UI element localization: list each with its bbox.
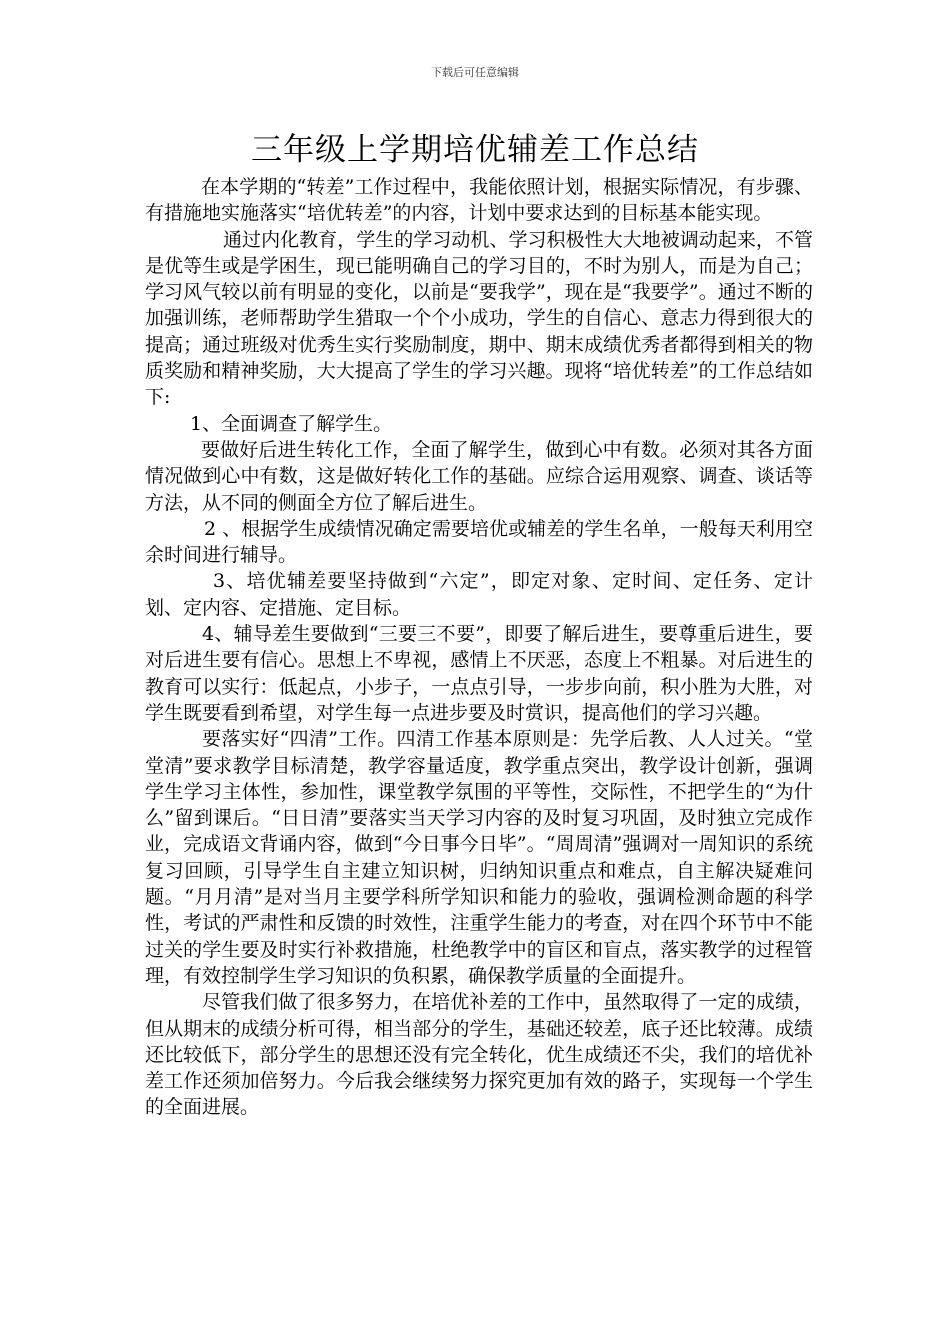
- paragraph-item-1-body: 要做好后进生转化工作，全面了解学生，做到心中有数。必须对其各方面情况做到心中有数，这是做好转化工作的基础。应综合运用观察、调查、谈话等方法，从不同的侧面全方位了解后进生。: [145, 438, 813, 514]
- paragraph-four-clear: 要落实好“四清”工作。四清工作基本原则是：先学后教、人人过关。“堂堂清”要求教学目标清楚，教学容量适度，教学重点突出，教学设计创新，强调学生学习主体性，参加性，课堂教学氛围的平等性，交际性，不把学生的“为什么”留到课后。“日日清”要落实当天学习内容的及时复习巩固，及时独立完成作业，完成语文背诵内容，做到“今日事今日毕”。“周周清”强调对一周知识的系统复习回顾，引导学生自主建立知识树，归纳知识重点和难点，自主解决疑难问题。“月月清”是对当月主要学科所学知识和能力的验收，强调检测命题的科学性，考试的严肃性和反馈的时效性，注重学生能力的考查，对在四个环节中不能过关的学生要及时实行补救措施，杜绝教学中的盲区和盲点，落实教学的过程管理，有效控制学生学习知识的负积累，确保教学质量的全面提升。: [145, 728, 813, 987]
- paragraph-item-3: 3、培优辅差要坚持做到“六定”，即定对象、定时间、定任务、定计划、定内容、定措施、定目标。: [145, 570, 813, 619]
- document-body: [145, 174, 813, 1121]
- paragraph-intro: 在本学期的“转差”工作过程中，我能依照计划，根据实际情况，有步骤、有措施地实施落实“培优转差”的内容，计划中要求达到的目标基本能实现。: [145, 176, 813, 225]
- paragraph-item-1-heading: 1、全面调查了解学生。: [190, 412, 393, 435]
- document-title: 三年级上学期培优辅差工作总结: [251, 132, 699, 168]
- paragraph-item-4: 4、辅导差生要做到“三要三不要”，即要了解后进生，要尊重后进生，要对后进生要有信心。思想上不卑视，感情上不厌恶，态度上不粗暴。对后进生的教育可以实行：低起点，小步子，一点点引导，一步步向前，积小胜为大胜，对学生既要看到希望，对学生每一点进步要及时赏识，提高他们的学习兴趣。: [145, 623, 813, 724]
- paragraph-item-2: 2 、根据学生成绩情况确定需要培优或辅差的学生名单，一般每天利用空余时间进行辅导。: [145, 517, 813, 567]
- paragraph-conclusion: 尽管我们做了很多努力，在培优补差的工作中，虽然取得了一定的成绩，但从期末的成绩分析可得，相当部分的学生，基础还较差，底子还比较薄。成绩还比较低下，部分学生的思想还没有完全转化，优生成绩还不尖，我们的培优补差工作还须加倍努力。今后我会继续努力探究更加有效的路子，实现每一个学生的全面进展。: [145, 991, 813, 1119]
- paragraph-overview: 通过内化教育，学生的学习动机、学习积极性大大地被调动起来，不管是优等生或是学困生，现已能明确自己的学习目的，不时为别人，而是为自己；学习风气较以前有明显的变化，以前是“要我学”，现在是“我要学”。通过不断的加强训练，老师帮助学生猎取一个个小成功，学生的自信心、意志力得到很大的提高；通过班级对优秀生实行奖励制度，期中、期末成绩优秀者都得到相关的物质奖励和精神奖励，大大提高了学生的学习兴趣。现将“培优转差”的工作总结如下:: [145, 228, 813, 409]
- page-header-note: 下载后可任意编辑: [431, 66, 519, 79]
